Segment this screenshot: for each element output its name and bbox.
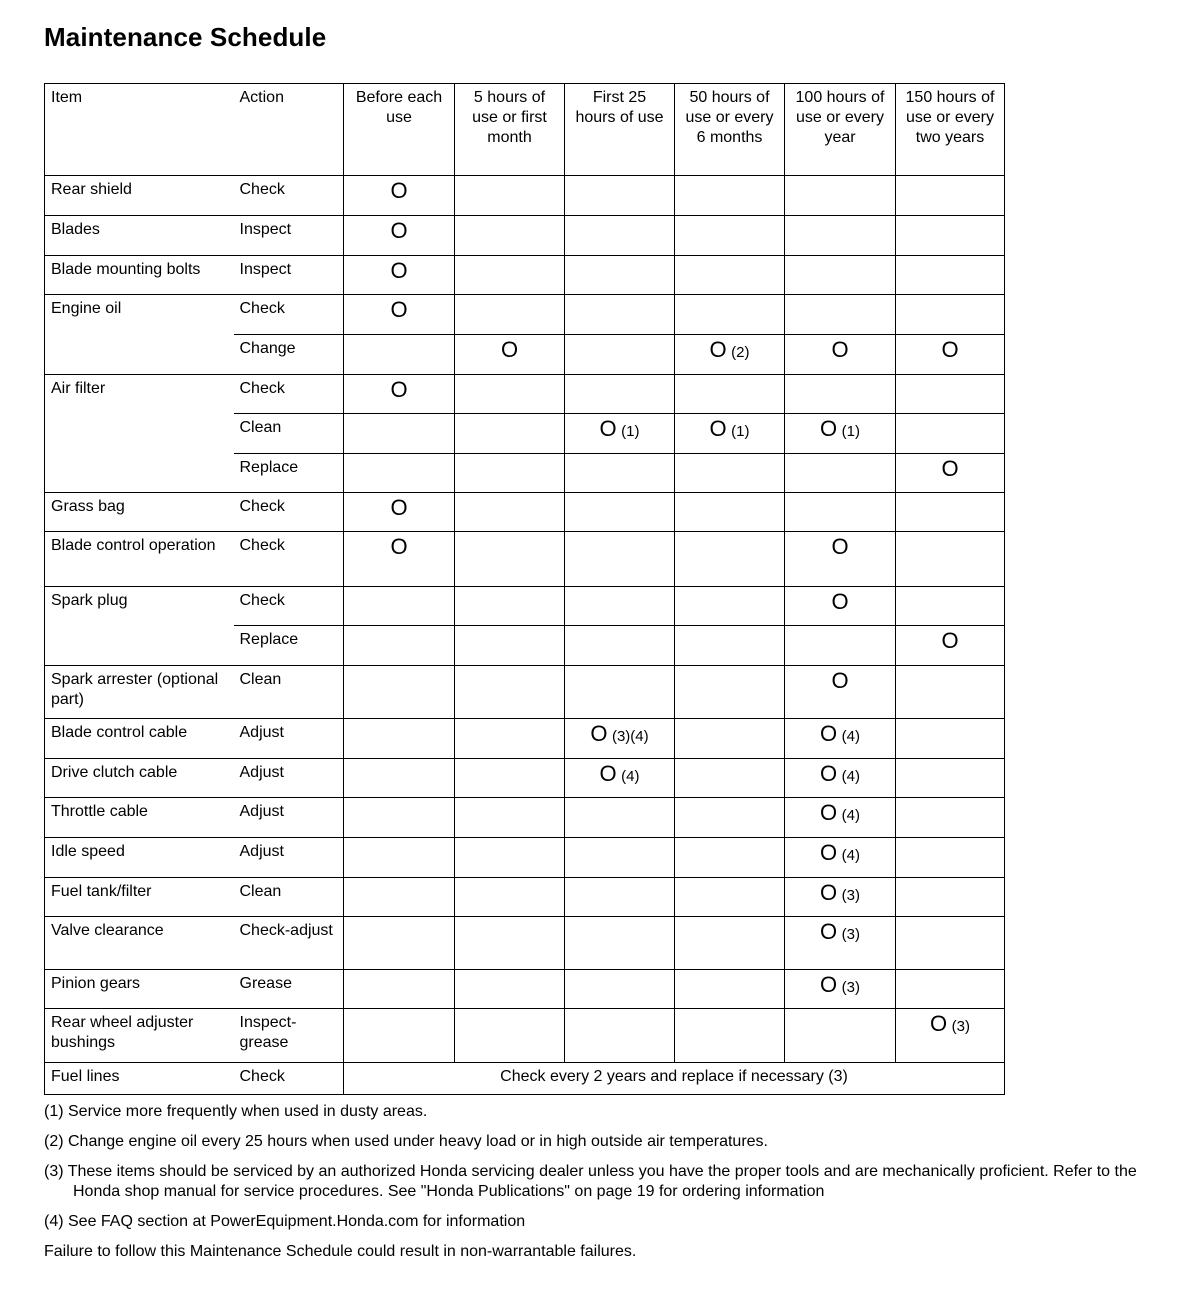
item-cell: Engine oil	[45, 295, 234, 335]
footnote-ref: (1)	[731, 423, 750, 440]
footnote-ref: (4)	[841, 768, 860, 785]
check-mark: O	[930, 1011, 948, 1036]
item-cell: Grass bag	[45, 493, 234, 532]
action-cell: Inspect-grease	[234, 1009, 344, 1063]
action-cell: Check	[234, 1063, 344, 1095]
header-5-hours: 5 hours of use or first month	[455, 84, 565, 176]
table-row	[45, 176, 1005, 216]
table-row	[45, 666, 1005, 719]
item-cell: Blades	[45, 216, 234, 256]
check-mark: O	[390, 178, 408, 203]
table-row	[45, 759, 1005, 798]
footnote-ref: (1)	[621, 423, 640, 440]
action-cell: Change	[234, 335, 344, 375]
action-cell: Clean	[234, 878, 344, 917]
page-title: Maintenance Schedule	[44, 22, 327, 52]
header-150-hours: 150 hours of use or every two years	[896, 84, 1005, 176]
check-mark: O	[820, 416, 838, 441]
item-cell: Fuel tank/filter	[45, 878, 234, 917]
check-mark: O	[390, 218, 408, 243]
table-row	[45, 454, 1005, 493]
table-row	[45, 587, 1005, 626]
check-mark: O	[941, 337, 959, 362]
header-before-each-use: Before each use	[344, 84, 455, 176]
footnote-3: (3) These items should be serviced by an authorized Honda servicing dealer unless you have the proper tools and are mechanically proficient. Refer to the Honda shop manual for service procedures. See "Honda Publications" on page 19 for ordering information	[44, 1163, 1137, 1200]
header-first-25-hours: First 25 hours of use	[565, 84, 675, 176]
footnote-ref: (2)	[731, 344, 750, 361]
check-mark: O	[941, 456, 959, 481]
footnote-ref: (4)	[841, 847, 860, 864]
table-row	[45, 216, 1005, 256]
header-item: Item	[45, 84, 234, 176]
check-mark: O	[590, 721, 608, 746]
check-mark: O	[820, 880, 838, 905]
table-row	[45, 335, 1005, 375]
check-mark: O	[820, 721, 838, 746]
action-cell: Check	[234, 295, 344, 335]
table-row	[45, 1063, 1005, 1095]
check-mark: O	[941, 628, 959, 653]
maintenance-table	[44, 83, 1005, 1095]
action-cell: Check	[234, 176, 344, 216]
check-mark: O	[599, 416, 617, 441]
footnotes	[44, 1102, 1184, 1272]
fuel-lines-note: Check every 2 years and replace if necessary (3)	[344, 1063, 1005, 1095]
table-row	[45, 532, 1005, 587]
header-100-hours: 100 hours of use or every year	[785, 84, 896, 176]
check-mark: O	[820, 840, 838, 865]
table-row	[45, 493, 1005, 532]
check-mark: O	[831, 337, 849, 362]
item-cell: Valve clearance	[45, 917, 234, 970]
footnote-ref: (3)	[841, 887, 860, 904]
action-cell: Grease	[234, 970, 344, 1009]
table-row	[45, 1009, 1005, 1063]
check-mark: O	[820, 919, 838, 944]
item-cell: Pinion gears	[45, 970, 234, 1009]
check-mark: O	[390, 297, 408, 322]
table-row	[45, 970, 1005, 1009]
item-cell: Blade control cable	[45, 719, 234, 759]
header-action: Action	[234, 84, 344, 176]
table-row	[45, 798, 1005, 838]
check-mark: O	[820, 972, 838, 997]
check-mark: O	[831, 589, 849, 614]
check-mark: O	[390, 377, 408, 402]
item-cell: Fuel lines	[45, 1063, 234, 1095]
footnote-1: (1) Service more frequently when used in dusty areas.	[44, 1103, 428, 1120]
table-row	[45, 719, 1005, 759]
check-mark: O	[831, 668, 849, 693]
table-row	[45, 917, 1005, 970]
action-cell: Adjust	[234, 759, 344, 798]
table-row	[45, 256, 1005, 295]
footnote-ref: (1)	[841, 423, 860, 440]
footnote-ref: (3)(4)	[611, 728, 649, 745]
action-cell: Check	[234, 587, 344, 626]
check-mark: O	[820, 761, 838, 786]
check-mark: O	[390, 495, 408, 520]
check-mark: O	[820, 800, 838, 825]
item-cell: Blade mounting bolts	[45, 256, 234, 295]
action-cell: Clean	[234, 414, 344, 454]
item-cell: Spark arrester (optional part)	[45, 666, 234, 719]
table-row	[45, 414, 1005, 454]
check-mark: O	[709, 416, 727, 441]
item-cell: Air filter	[45, 375, 234, 414]
check-mark: O	[709, 337, 727, 362]
footnote-2: (2) Change engine oil every 25 hours when used under heavy load or in high outside air temperatures.	[44, 1133, 768, 1150]
table-row	[45, 295, 1005, 335]
action-cell: Check	[234, 493, 344, 532]
item-cell: Spark plug	[45, 587, 234, 626]
item-cell: Blade control operation	[45, 532, 234, 587]
action-cell: Replace	[234, 454, 344, 493]
action-cell: Check	[234, 532, 344, 587]
table-row	[45, 375, 1005, 414]
action-cell: Clean	[234, 666, 344, 719]
check-mark: O	[599, 761, 617, 786]
action-cell: Replace	[234, 626, 344, 666]
item-cell: Drive clutch cable	[45, 759, 234, 798]
footnote-ref: (3)	[841, 926, 860, 943]
action-cell: Adjust	[234, 719, 344, 759]
table-row	[45, 878, 1005, 917]
check-mark: O	[500, 337, 519, 362]
check-mark: O	[831, 534, 849, 559]
header-50-hours: 50 hours of use or every 6 months	[675, 84, 785, 176]
footnote-ref: (4)	[621, 768, 640, 785]
action-cell: Adjust	[234, 798, 344, 838]
footnote-4: (4) See FAQ section at PowerEquipment.Honda.com for information	[44, 1213, 526, 1230]
check-mark: O	[390, 258, 408, 283]
action-cell: Adjust	[234, 838, 344, 878]
footnote-ref: (3)	[951, 1018, 970, 1035]
item-cell: Rear shield	[45, 176, 234, 216]
footnote-ref: (4)	[841, 807, 860, 824]
footnote-ref: (4)	[841, 728, 860, 745]
check-mark: O	[390, 534, 408, 559]
table-row	[45, 626, 1005, 666]
item-cell: Throttle cable	[45, 798, 234, 838]
item-cell: Rear wheel adjuster bushings	[45, 1009, 234, 1063]
action-cell: Inspect	[234, 216, 344, 256]
table-row	[45, 838, 1005, 878]
action-cell: Check-adjust	[234, 917, 344, 970]
footnote-ref: (3)	[841, 979, 860, 996]
warranty-warning: Failure to follow this Maintenance Schedule could result in non-warrantable failures.	[44, 1243, 637, 1260]
item-cell: Idle speed	[45, 838, 234, 878]
action-cell: Check	[234, 375, 344, 414]
action-cell: Inspect	[234, 256, 344, 295]
